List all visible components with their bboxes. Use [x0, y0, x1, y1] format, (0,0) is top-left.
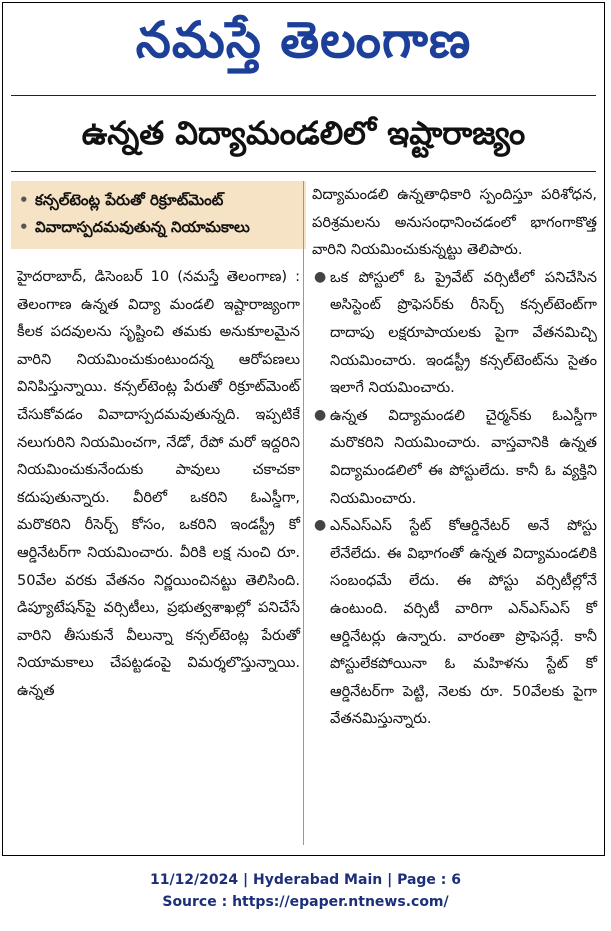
article-bullet: ● ఉన్నత విద్యామండలి చైర్మన్‌కు ఓఎస్డీగా మరొకరిని నియమించారు. వాస్తవానికి ఉన్నత విద్యామండలిలో ఈ పోస్టులేదు. కానీ ఓ వ్యక్తిని నియమించారు.	[312, 402, 597, 512]
masthead	[3, 3, 604, 81]
bullet-icon: •	[19, 218, 29, 236]
bullet-icon: •	[19, 191, 29, 209]
headline: ఉన్నత విద్యామండలిలో ఇష్టారాజ్యం	[81, 114, 526, 152]
bullet-icon: ●	[314, 406, 327, 423]
article-bullet: ● ఎన్‌ఎస్‌ఎస్‌ స్టేట్‌ కోఆర్డినేటర్‌ అనే పోస్టు లేనేలేదు. ఈ విభాగంతో ఉన్నత విద్యామండలికి సంబంధమే లేదు. ఈ పోస్టు వర్సిటీల్లోనే ఉంటుంది. వర్సిటీ వారిగా ఎన్‌ఎస్‌ఎస్‌ కో ఆర్డినేటర్లు ఉన్నారు. వారంతా ప్రొఫెసర్లే. కానీ పోస్టులేకపోయినా ఓ మహిళను స్టేట్‌ కో ఆర్డినేటర్‌గా పెట్టి, నెలకు రూ. 50వేలకు పైగా వేతనమిస్తున్నారు.	[312, 512, 597, 733]
news-clipping	[2, 2, 605, 856]
highlight-item: • కన్సల్‌టెంట్ల పేరుతో రిక్రూట్‌మెంట్	[19, 187, 298, 214]
masthead-divider	[11, 95, 596, 96]
article-body-right-intro: విద్యామండలి ఉన్నతాధికారి స్పందిస్తూ పరిశోధన, పరిశ్రమలను అనుసంధానించడంలో భాగంగాకొత్త వారిని నియమించుకున్నట్టు తెలిపారు.	[312, 186, 597, 259]
footer-source: Source : https://epaper.ntnews.com/	[162, 894, 449, 910]
highlight-box	[11, 181, 306, 249]
article-body-left: హైదరాబాద్‌, డిసెంబర్‌ 10 (నమస్తే తెలంగాణ) : తెలంగాణ ఉన్నత విద్యా మండలి ఇష్టారాజ్యంగా కీలక పదవులను సృష్టించి తమకు అనుకూలమైన వారిని నియమించుకుంటుందన్న ఆరోపణలు వినిపిస్తున్నాయి. కన్సల్‌టెంట్ల పేరుతో రిక్రూట్‌మెంట్‌ చేసుకోవడం వివాదాస్పదమవుతున్నది. ఇప్పటికే నలుగురిని నియమించగా, నేడో, రేపో మరో ఇద్దరిని నియమించుకునేందుకు పావులు చకాచకా కదుపుతున్నారు. వీరిలో ఒకరిని ఓఎస్డీగా, మరొకరిని రీసెర్చ్‌ కోసం, ఒకరిని ఇండస్ట్రీ కో ఆర్డినేటర్‌గా నియమించారు. వీరికి లక్ష నుంచి రూ. 50వేల వరకు వేతనం నిర్ణయించినట్టు తెలిసింది. డిప్యూటేషన్‌పై వర్సిటీలు, ప్రభుత్వశాఖల్లో పనిచేసే వారిని తీసుకునే వీలున్నా కన్సల్‌టెంట్ల పేరుతో నియామకాలు చేపట్టడంపై విమర్శలొస్తున్నాయి. ఉన్నత	[17, 268, 300, 699]
headline-divider	[11, 171, 596, 172]
right-column	[312, 181, 597, 733]
footer-date-edition: 11/12/2024 | Hyderabad Main | Page : 6	[149, 872, 462, 888]
column-divider	[303, 181, 304, 845]
article-bullet: ● ఒక పోస్టులో ఓ ప్రైవేట్‌ వర్సిటీలో పనిచేసిన అసిస్టెంట్‌ ప్రొఫెసర్‌కు రీసెర్చ్‌ కన్సల్‌టెంట్‌గా దాదాపు లక్షరూపాయలకు పైగా వేతనమిచ్చి నియమించారు. ఇండస్ట్రీ కన్సల్‌టెంట్‌ను సైతం ఇలాగే నియమించారు.	[312, 264, 597, 402]
masthead-title: నమస్తే తెలంగాణ	[135, 11, 472, 69]
bullet-icon: ●	[314, 268, 327, 285]
bullet-icon: ●	[314, 517, 327, 534]
left-column	[17, 181, 300, 705]
highlight-item: • వివాదాస్పదమవుతున్న నియామకాలు	[19, 214, 298, 241]
